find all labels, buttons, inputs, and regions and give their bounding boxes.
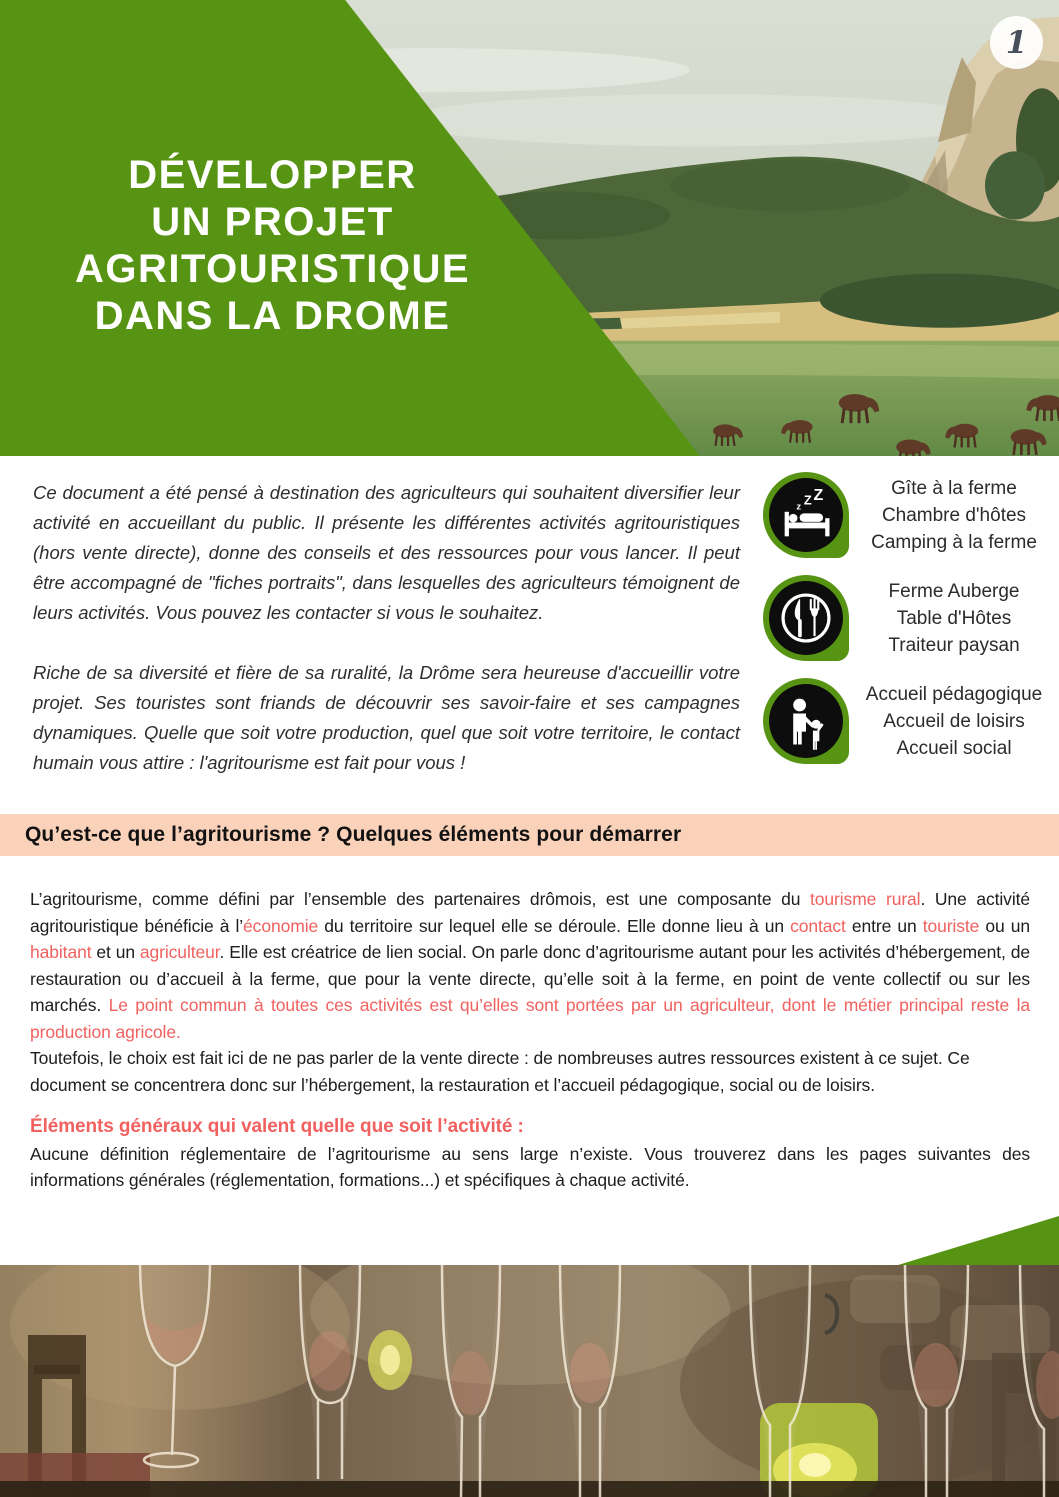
activity-labels — [849, 681, 1059, 762]
page-number: 1 — [1005, 24, 1028, 61]
title-line: DANS LA DROME — [94, 294, 451, 338]
title-line: UN PROJET — [151, 200, 394, 244]
title-line: AGRITOURISTIQUE — [74, 247, 471, 291]
section-header-bar — [0, 814, 1059, 856]
svg-text:Z: Z — [813, 487, 824, 505]
bed-sleep-icon — [763, 472, 849, 558]
activity-label: Traiteur paysan — [888, 634, 1020, 656]
activity-label: Gîte à la ferme — [891, 477, 1017, 499]
banner — [0, 0, 1059, 456]
elements-heading: Éléments généraux qui valent quelle que soit l’activité : — [30, 1116, 524, 1137]
elements-body: Aucune définition réglementaire de l’agritourisme au sens large n’existe. Vous trouverez dans les pages suivantes des informations générales (réglementation, formations...) et spécifiques à chaque activité. — [30, 1143, 1030, 1190]
main-paragraph: L’agritourisme, comme défini par l’ensemble des partenaires drômois, est une composante du tourisme rural. Une activité agritouristique bénéficie à l’économie du territoire sur lequel elle se déroule. Elle donne lieu à un contact entre un touriste ou un habitant et un agriculteur. Elle est créatrice de lien social. On parle donc d’agritourisme autant pour les activités d’hébergement, de restauration ou d’accueil à la ferme, que pour la vente directe, qu’elle soit à la ferme, en point de vente collectif ou sur les marchés. Le point commun à toutes ces activités est qu’elles sont portées par un agriculteur, dont le métier principal reste la production agricole. — [30, 889, 1031, 1042]
activity-row-restauration — [763, 575, 1059, 661]
section-header-title: Qu’est-ce que l’agritourisme ? Quelques éléments pour démarrer — [25, 823, 682, 846]
toutefois-paragraph: Toutefois, le choix est fait ici de ne pas parler de la vente directe : de nombreuses autres ressources existent à ce sujet. Ce document se concentrera donc sur l’hébergement, la restauration et l’accueil pédagogique, social ou de loisirs. — [30, 1048, 970, 1095]
people-icon — [763, 678, 849, 764]
activity-label: Table d'Hôtes — [896, 607, 1012, 629]
activity-labels — [849, 578, 1059, 659]
intro-paragraph-1: Ce document a été pensé à destination des agriculteurs qui souhaitent diversifier leur activité en accueillant du public. Il présente les différentes activités agritouristiques (hors vente directe), donne des conseils et des ressources pour vous lancer. Il peut être accompagné de "fiches portraits", dans lesquelles des agriculteurs témoignent de leurs activités. Vous pouvez les contacter si vous le souhaitez. — [33, 482, 740, 623]
activity-row-hebergement — [763, 472, 1059, 558]
page-number-badge — [990, 16, 1043, 69]
wine-glasses-photo — [0, 1265, 1059, 1497]
svg-text:Z: Z — [803, 492, 812, 508]
green-corner-triangle — [898, 1216, 1059, 1265]
activity-row-accueil — [763, 678, 1059, 764]
title-line: DÉVELOPPER — [128, 153, 417, 197]
svg-text:z: z — [796, 501, 802, 513]
page-title — [0, 152, 545, 340]
activity-label: Chambre d'hôtes — [881, 504, 1027, 526]
activity-label: Ferme Auberge — [888, 580, 1020, 602]
intro-paragraph-2: Riche de sa diversité et fière de sa ruralité, la Drôme sera heureuse d'accueillir votre projet. Ses touristes sont friands de découvrir ses savoir-faire et ses campagnes dynamiques. Quelle que soit votre production, quel que soit votre territoire, le contact humain vous attire : l'agritourisme est fait pour vous ! — [33, 662, 740, 773]
activity-label: Accueil de loisirs — [883, 710, 1025, 732]
activity-list — [763, 472, 1059, 764]
activity-label: Camping à la ferme — [871, 531, 1037, 553]
restaurant-icon — [763, 575, 849, 661]
activity-label: Accueil pédagogique — [865, 683, 1043, 705]
activity-label: Accueil social — [896, 737, 1012, 759]
section-body — [30, 886, 1030, 1194]
intro-text — [33, 478, 740, 778]
activity-labels — [849, 475, 1059, 556]
